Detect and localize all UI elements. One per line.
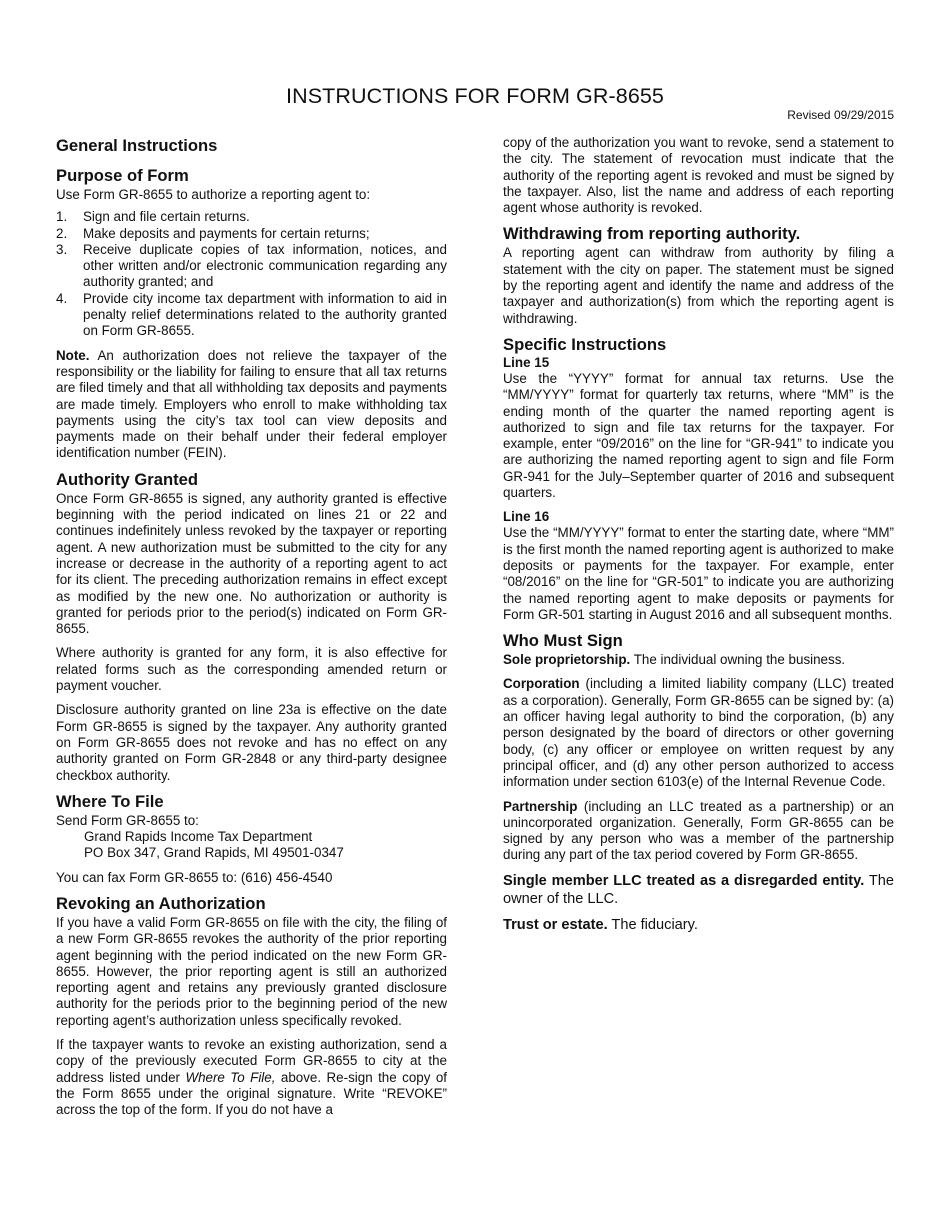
specific-instructions-heading: Specific Instructions [503, 334, 667, 354]
revoking-paragraph-1: If you have a valid Form GR-8655 on file with the city, the filing of a new Form GR-8655 revokes the authority of the prior reporting agent beginning with the period indicated on the new Form GR-8655. However, the prior reporting agent is still an authorized reporting agent and retains any previously granted disclosure authority for the periods prior to the beginning period of the new reporting agent’s authorization unless specifically revoked. [56, 914, 447, 1028]
list-item [56, 291, 447, 340]
list-item [56, 242, 447, 291]
list-number: 1. [56, 209, 68, 225]
list-text: Make deposits and payments for certain returns; [83, 225, 370, 241]
list-text: Sign and file certain returns. [83, 209, 250, 225]
sole-text: The individual owning the business. [630, 652, 846, 668]
note-paragraph [56, 348, 447, 462]
general-instructions-heading: General Instructions [56, 136, 218, 155]
llc-text: The owner of the LLC. [503, 872, 894, 907]
purpose-list [56, 209, 447, 339]
list-item [56, 209, 447, 225]
corp-label: Corporation [503, 676, 580, 692]
purpose-intro: Use Form GR-8655 to authorize a reporting agent to: [56, 187, 371, 202]
address-line-1: Grand Rapids Income Tax Department [84, 829, 313, 845]
trust-label: Trust or estate. [503, 916, 608, 933]
left-column [56, 136, 447, 1127]
revoking-heading: Revoking an Authorization [56, 893, 266, 913]
authority-paragraph-2: Where authority is granted for any form, it is also effective for related forms such as the corresponding amended return or payment voucher. [56, 645, 447, 694]
revision-date: Revised 09/29/2015 [787, 108, 894, 122]
partner-text: (including an LLC treated as a partnership) or an unincorporated organization. Generally, Form GR-8655 can be signed by any person who was a member of the partnership during any part of the tax period covered by Form GR-8655. [503, 798, 894, 863]
where-to-file-heading: Where To File [56, 791, 164, 811]
sole-proprietorship-paragraph [503, 652, 894, 668]
withdrawing-paragraph: A reporting agent can withdraw from authority by filing a statement with the city on paper. The statement must be signed by the reporting agent and identify the name and address of the taxpayer and authorization(s) from which the reporting agent is withdrawing. [503, 245, 894, 326]
right-column [503, 135, 894, 942]
address-line-2: PO Box 347, Grand Rapids, MI 49501-0347 [84, 845, 344, 861]
llc-paragraph [503, 872, 894, 908]
list-item [56, 226, 447, 242]
authority-paragraph-1: Once Form GR-8655 is signed, any authority granted is effective beginning with the period indicated on lines 21 or 22 and continues indefinitely unless revoked by the taxpayer or reporting agent. A new authorization must be submitted to the city for any increase or decrease in the authority of a reporting agent to act for its client. The preceding authorization remains in effect except as modified by the new one. No authorization or authority is granted for periods prior to the period(s) indicated on Form GR-8655. [56, 490, 447, 637]
list-number: 2. [56, 225, 68, 241]
list-text: Receive duplicate copies of tax information, notices, and other written and/or electronic communication regarding any authority granted; and [83, 241, 447, 290]
page-title: INSTRUCTIONS FOR FORM GR-8655 [286, 84, 664, 108]
line-16-paragraph: Use the “MM/YYYY” format to enter the starting date, where “MM” is the first month the named reporting agent is authorized to make deposits or payments for the taxpayer. For example, enter “08/2016” on the line for “GR-501” to indicate you are authorizing the named reporting agent to make deposits or payments for Form GR-501 starting in August 2016 and all subsequent months. [503, 525, 894, 622]
revoking-text-b: above. Re-sign the copy of the Form 8655 under the original signature. Write “REVOKE” across the top of the form. If you do not have a [56, 1069, 447, 1118]
corp-text: (including a limited liability company (LLC) treated as a corporation). Generally, Form GR-8655 can be signed by: (a) an officer having legal authority to bind the corporation, (b) any person designated by the board of directors or other governing body, (c) any officer or employee on written request by any principal officer, and (d) any other person authorized to access information under section 6103(e) of the Internal Revenue Code. [503, 676, 894, 790]
where-send: Send Form GR-8655 to: [56, 812, 199, 828]
fax-line: You can fax Form GR-8655 to: (616) 456-4540 [56, 869, 333, 885]
who-must-sign-heading: Who Must Sign [503, 631, 623, 651]
withdrawing-heading: Withdrawing from reporting authority. [503, 224, 801, 244]
revoking-continued: copy of the authorization you want to revoke, send a statement to the city. The statement of revocation must indicate that the authority of the reporting agent is revoked and must be signed by the taxpayer. Also, list the name and address of each reporting agent whose authority is revoked. [503, 135, 894, 216]
revoking-text-a: If the taxpayer wants to revoke an existing authorization, send a copy of the previously executed Form GR-8655 to city at the address listed under [56, 1037, 447, 1085]
authority-heading: Authority Granted [56, 469, 198, 489]
sole-label: Sole proprietorship. [503, 652, 631, 668]
purpose-heading: Purpose of Form [56, 166, 189, 185]
llc-label: Single member LLC treated as a disregarded entity. [503, 872, 865, 889]
line-16-label: Line 16 [503, 509, 550, 525]
trust-paragraph [503, 916, 894, 934]
list-number: 4. [56, 290, 68, 306]
line-15-label: Line 15 [503, 354, 550, 370]
corporation-paragraph [503, 676, 894, 790]
list-text: Provide city income tax department with information to aid in penalty relief determinations related to the authority granted on Form GR-8655. [83, 290, 447, 339]
line-15-paragraph: Use the “YYYY” format for annual tax returns. Use the “MM/YYYY” format for quarterly tax returns, where “MM” is the ending month of the quarter the named reporting agent is authorized to sign and file tax returns for the taxpayer. For example, enter “09/2016” on the line for “GR-941” to indicate you are authorizing the named reporting agent to sign and file Form GR-941 for the July–September quarter of 2016 and subsequent quarters. [503, 370, 894, 501]
note-text: An authorization does not relieve the taxpayer of the responsibility or the liability for failing to ensure that all tax returns are filed timely and that all withholding tax deposits and payments are made timely. Employers who enroll to make withholding tax payments using the city’s tax tool can view deposits and payments made on their behalf under their federal employer identification number (FEIN). [56, 347, 447, 461]
partnership-paragraph [503, 799, 894, 864]
trust-text: The fiduciary. [607, 916, 698, 933]
authority-paragraph-3: Disclosure authority granted on line 23a is effective on the date Form GR-8655 is signed by the taxpayer. Any authority granted on Form GR-8655 does not revoke and has no effect on any authority granted on Form GR-2848 or any third-party designee checkbox authority. [56, 702, 447, 783]
partner-label: Partnership [503, 798, 578, 814]
revoking-italic: Where To File, [185, 1069, 276, 1085]
revoking-paragraph-2 [56, 1037, 447, 1118]
note-label: Note. [56, 347, 90, 363]
list-number: 3. [56, 241, 68, 257]
